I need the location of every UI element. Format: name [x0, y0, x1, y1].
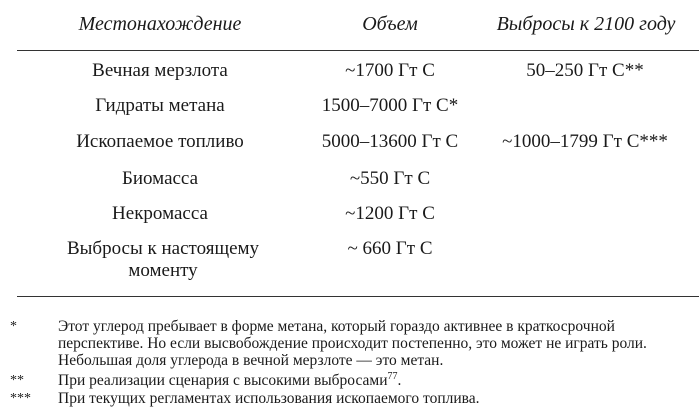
footnote-mark: *	[10, 319, 17, 334]
header-volume: Объем	[362, 13, 418, 35]
header-location: Местонахождение	[78, 13, 242, 35]
row-4-volume: ~550 Гт С	[349, 168, 431, 189]
footnote-reference: 77	[387, 370, 398, 382]
row-5-volume: ~1200 Гт С	[345, 203, 435, 224]
footnote-text-tail: .	[397, 372, 402, 389]
table-bottom-rule	[17, 296, 699, 297]
row-2-location: Гидраты метана	[95, 95, 225, 116]
row-5-location: Некромасса	[112, 203, 208, 224]
row-2-volume: 1500–7000 Гт С*	[321, 95, 459, 116]
footnote-mark: ***	[10, 391, 31, 406]
row-6-volume: ~ 660 Гт С	[347, 238, 433, 259]
row-1-location: Вечная мерзлота	[92, 60, 228, 81]
footnote-text: При текущих регламентах использования ископаемого топлива.	[58, 390, 480, 407]
row-3-emissions: ~1000–1799 Гт С***	[502, 131, 668, 152]
footnote-text-main: При реализации сценария с высокими выбросами	[58, 372, 388, 389]
table-top-rule	[17, 50, 699, 51]
row-4-location: Биомасса	[121, 168, 199, 189]
row-3-volume: 5000–13600 Гт С	[321, 131, 459, 152]
row-1-volume: ~1700 Гт С	[345, 60, 435, 81]
header-emissions: Выбросы к 2100 году	[496, 13, 676, 35]
row-1-emissions: 50–250 Гт С**	[526, 60, 644, 81]
footnote-mark: **	[10, 373, 24, 388]
row-3-location: Ископаемое топливо	[76, 131, 244, 152]
row-6-location: Выбросы к настоящему моменту	[66, 238, 260, 281]
footnote-text: Этот углерод пребывает в форме метана, который гораздо активнее в краткосрочной перспективе. Но если высвобождение происходит постепенно, это может не играть роли. Небольшая доля углерода в вечной мерзлоте — это метан.	[58, 318, 647, 369]
footnote-text	[58, 372, 683, 389]
